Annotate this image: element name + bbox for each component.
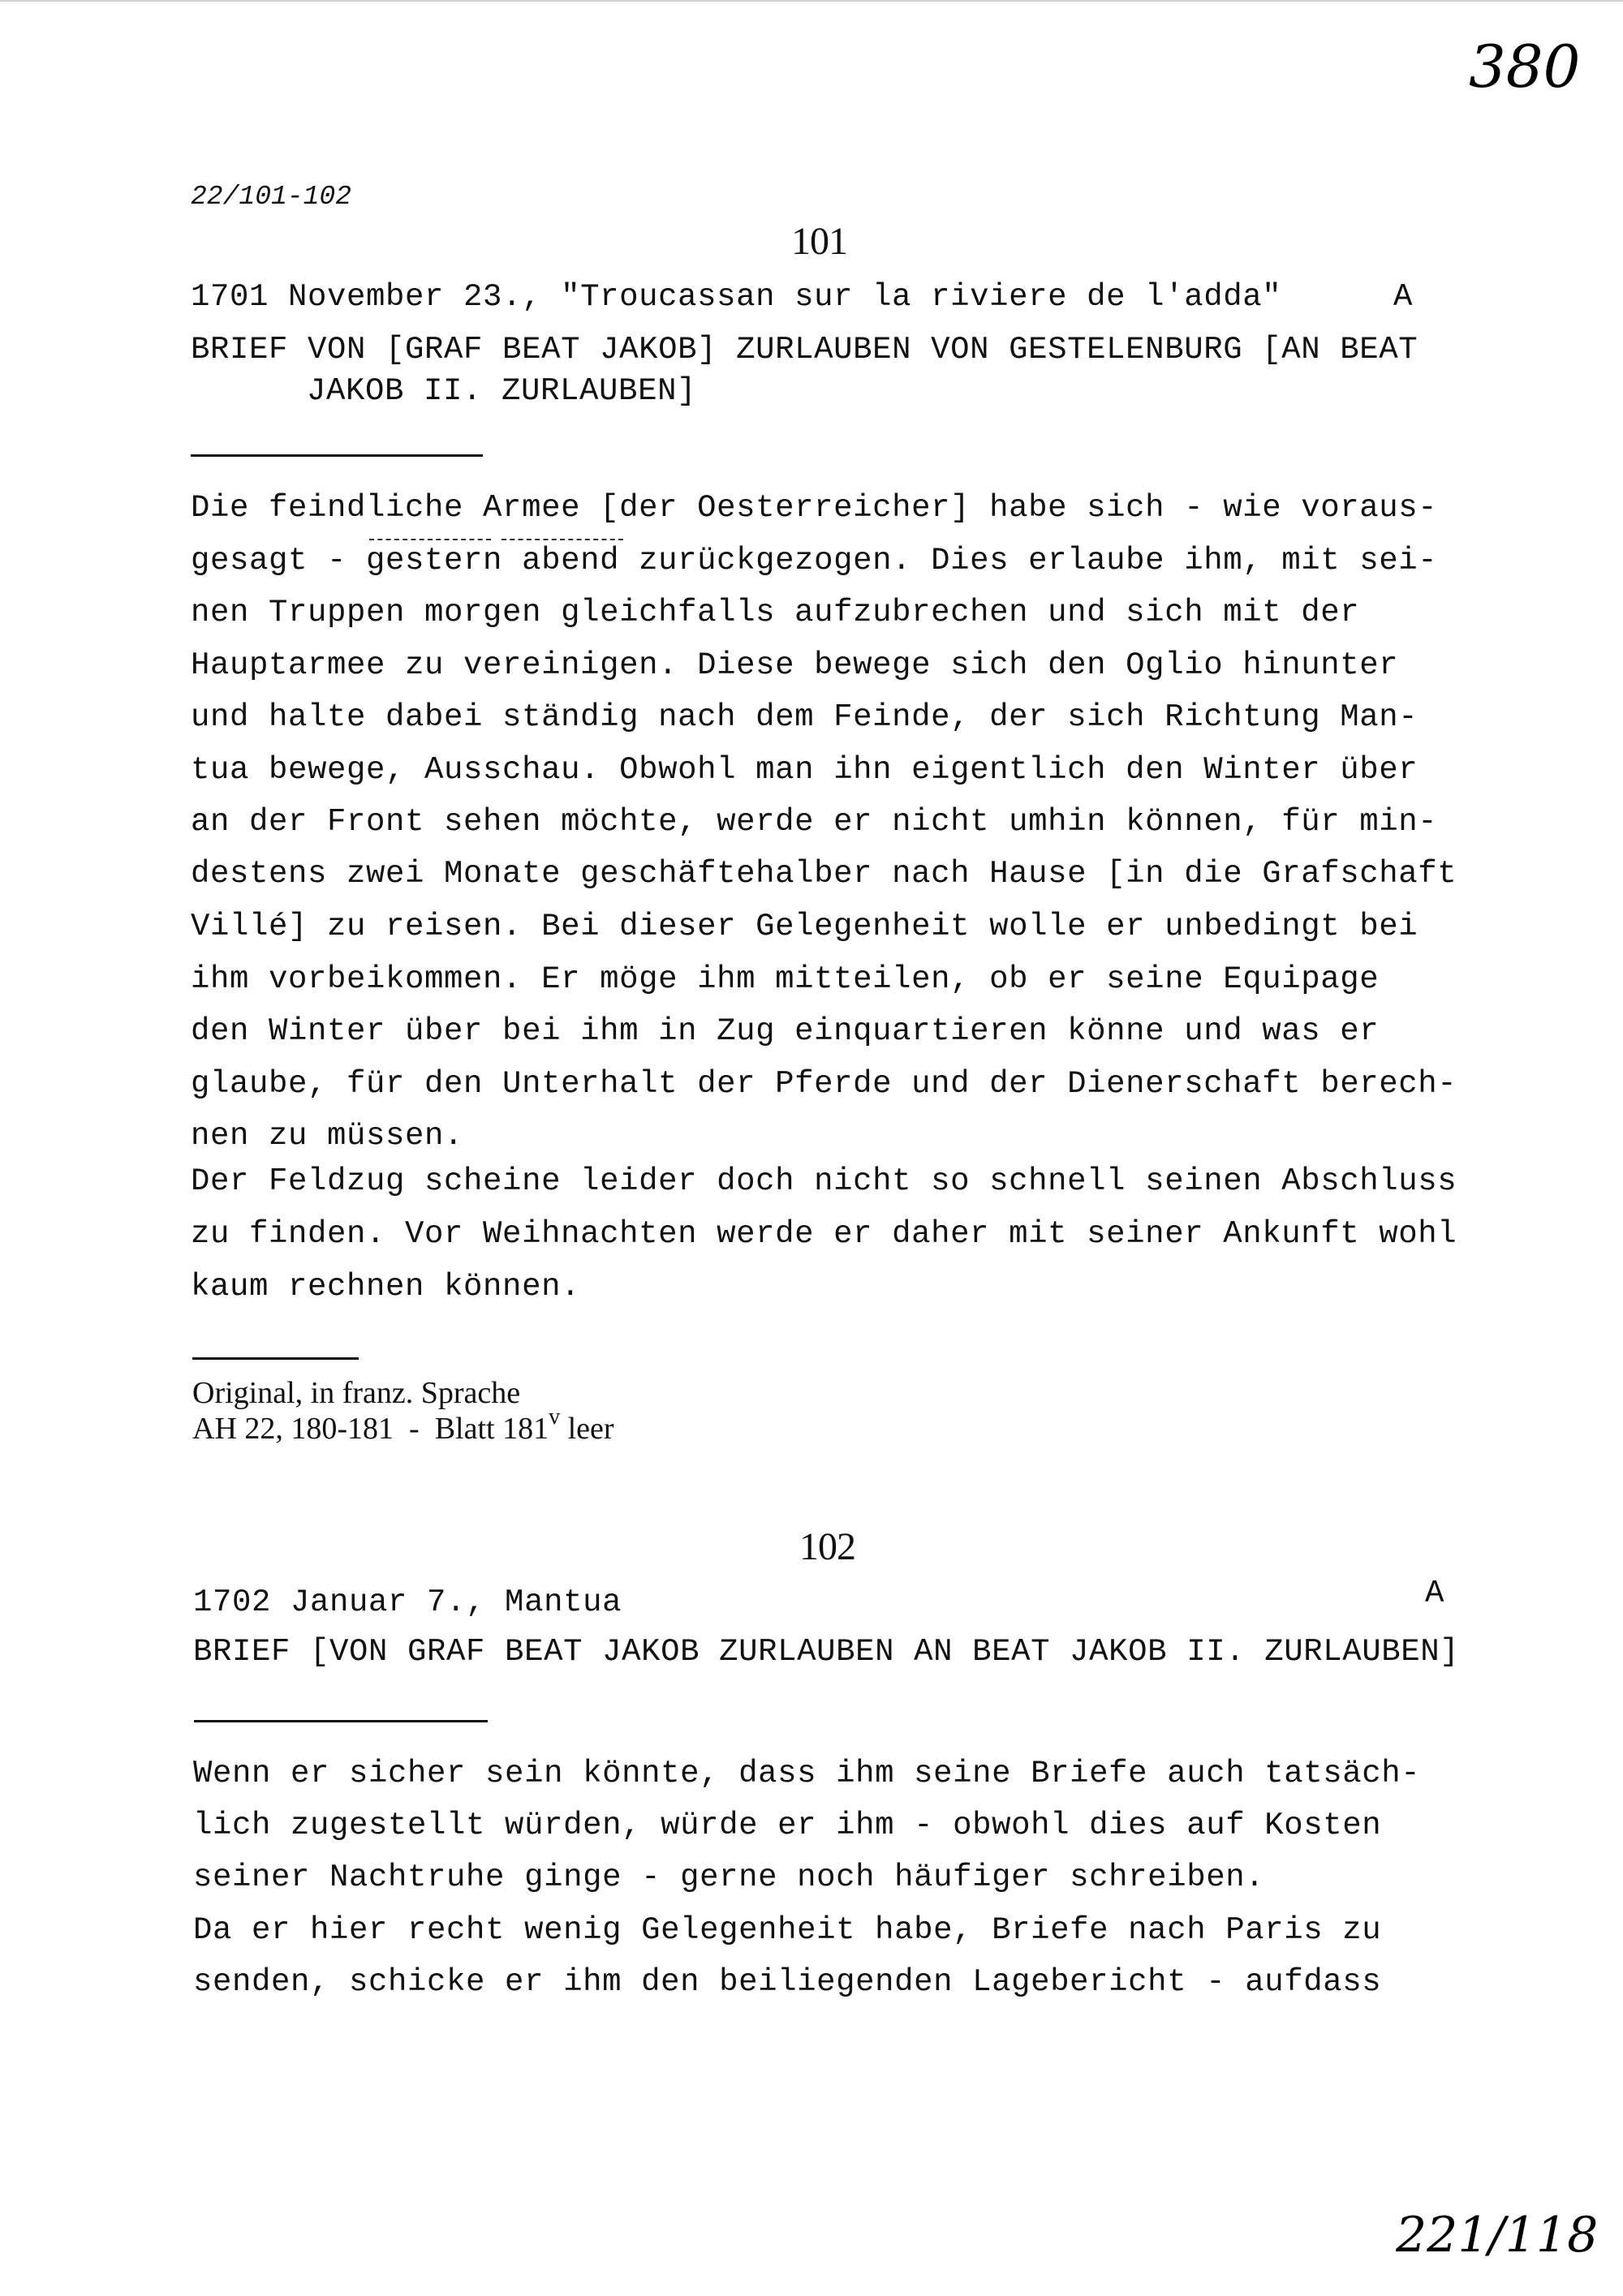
body-line: seiner Nachtruhe ginge - gerne noch häufiger schreiben. [193, 1860, 1265, 1895]
source-reference-text: AH 22, 180-181 - Blatt 181 [192, 1412, 549, 1446]
overstrike-mark [502, 539, 623, 540]
body-line: tua bewege, Ausschau. Obwohl man ihn eigentlich den Winter über [191, 752, 1419, 788]
collection-reference: 22/101-102 [191, 182, 352, 212]
entry-101-separator [191, 454, 483, 457]
verso-superscript: v [549, 1404, 561, 1430]
entry-101-source-reference [192, 1404, 614, 1447]
body-line: Villé] zu reisen. Bei dieser Gelegenheit wolle er unbedingt bei [191, 909, 1419, 944]
entry-number-101: 101 [791, 220, 847, 263]
body-line: kaum rechnen können. [191, 1269, 581, 1305]
body-line: Wenn er sicher sein könnte, dass ihm seine Briefe auch tatsäch- [193, 1756, 1421, 1791]
entry-101-note-separator [192, 1357, 359, 1360]
entry-101-title-line-1: BRIEF VON [GRAF BEAT JAKOB] ZURLAUBEN VON GESTELENBURG [AN BEAT [191, 332, 1419, 368]
entry-101-type-letter: A [1393, 279, 1413, 315]
body-line: nen zu müssen. [191, 1118, 464, 1154]
body-line: nen Truppen morgen gleichfalls aufzubrechen und sich mit der [191, 595, 1360, 630]
body-line: destens zwei Monate geschäftehalber nach Hause [in die Grafschaft [191, 856, 1457, 892]
body-line: lich zugestellt würden, würde er ihm - obwohl dies auf Kosten [193, 1808, 1382, 1843]
source-reference-suffix: leer [560, 1412, 614, 1446]
entry-102-title-line-1: BRIEF [VON GRAF BEAT JAKOB ZURLAUBEN AN BEAT JAKOB II. ZURLAUBEN] [193, 1634, 1460, 1670]
body-line: Hauptarmee zu vereinigen. Diese bewege sich den Oglio hinunter [191, 647, 1399, 683]
body-line: den Winter über bei ihm in Zug einquartieren könne und was er [191, 1013, 1380, 1049]
handwritten-footer-reference: 221/118 [1396, 2207, 1599, 2264]
body-line: an der Front sehen möchte, werde er nicht umhin können, für min- [191, 804, 1438, 840]
body-line: senden, schicke er ihm den beiliegenden Lagebericht - aufdass [193, 1964, 1382, 2000]
overstrike-mark [369, 539, 491, 540]
handwritten-page-number: 380 [1469, 32, 1581, 101]
entry-number-102: 102 [799, 1525, 855, 1568]
body-line: ihm vorbeikommen. Er möge ihm mitteilen, ob er seine Equipage [191, 961, 1380, 997]
body-line: und halte dabei ständig nach dem Feinde, der sich Richtung Man- [191, 699, 1419, 735]
body-line: glaube, für den Unterhalt der Pferde und der Dienerschaft berech- [191, 1066, 1457, 1102]
entry-101-source-language: Original, in franz. Sprache [192, 1376, 521, 1410]
entry-101-date-line: 1701 November 23., "Troucassan sur la riviere de l'adda" [191, 279, 1282, 315]
body-line: gesagt - gestern abend zurückgezogen. Dies erlaube ihm, mit sei- [191, 543, 1438, 578]
body-line: zu finden. Vor Weihnachten werde er daher mit seiner Ankunft wohl [191, 1216, 1457, 1252]
entry-102-date-line: 1702 Januar 7., Mantua [193, 1584, 622, 1620]
body-line: Da er hier recht wenig Gelegenheit habe, Briefe nach Paris zu [193, 1912, 1382, 1948]
entry-102-separator [194, 1720, 488, 1722]
entry-101-title-line-2: JAKOB II. ZURLAUBEN] [307, 373, 697, 409]
body-line: Die feindliche Armee [der Oesterreicher] habe sich - wie voraus- [191, 490, 1438, 526]
entry-102-type-letter: A [1425, 1576, 1444, 1611]
body-line: Der Feldzug scheine leider doch nicht so schnell seinen Abschluss [191, 1163, 1457, 1199]
